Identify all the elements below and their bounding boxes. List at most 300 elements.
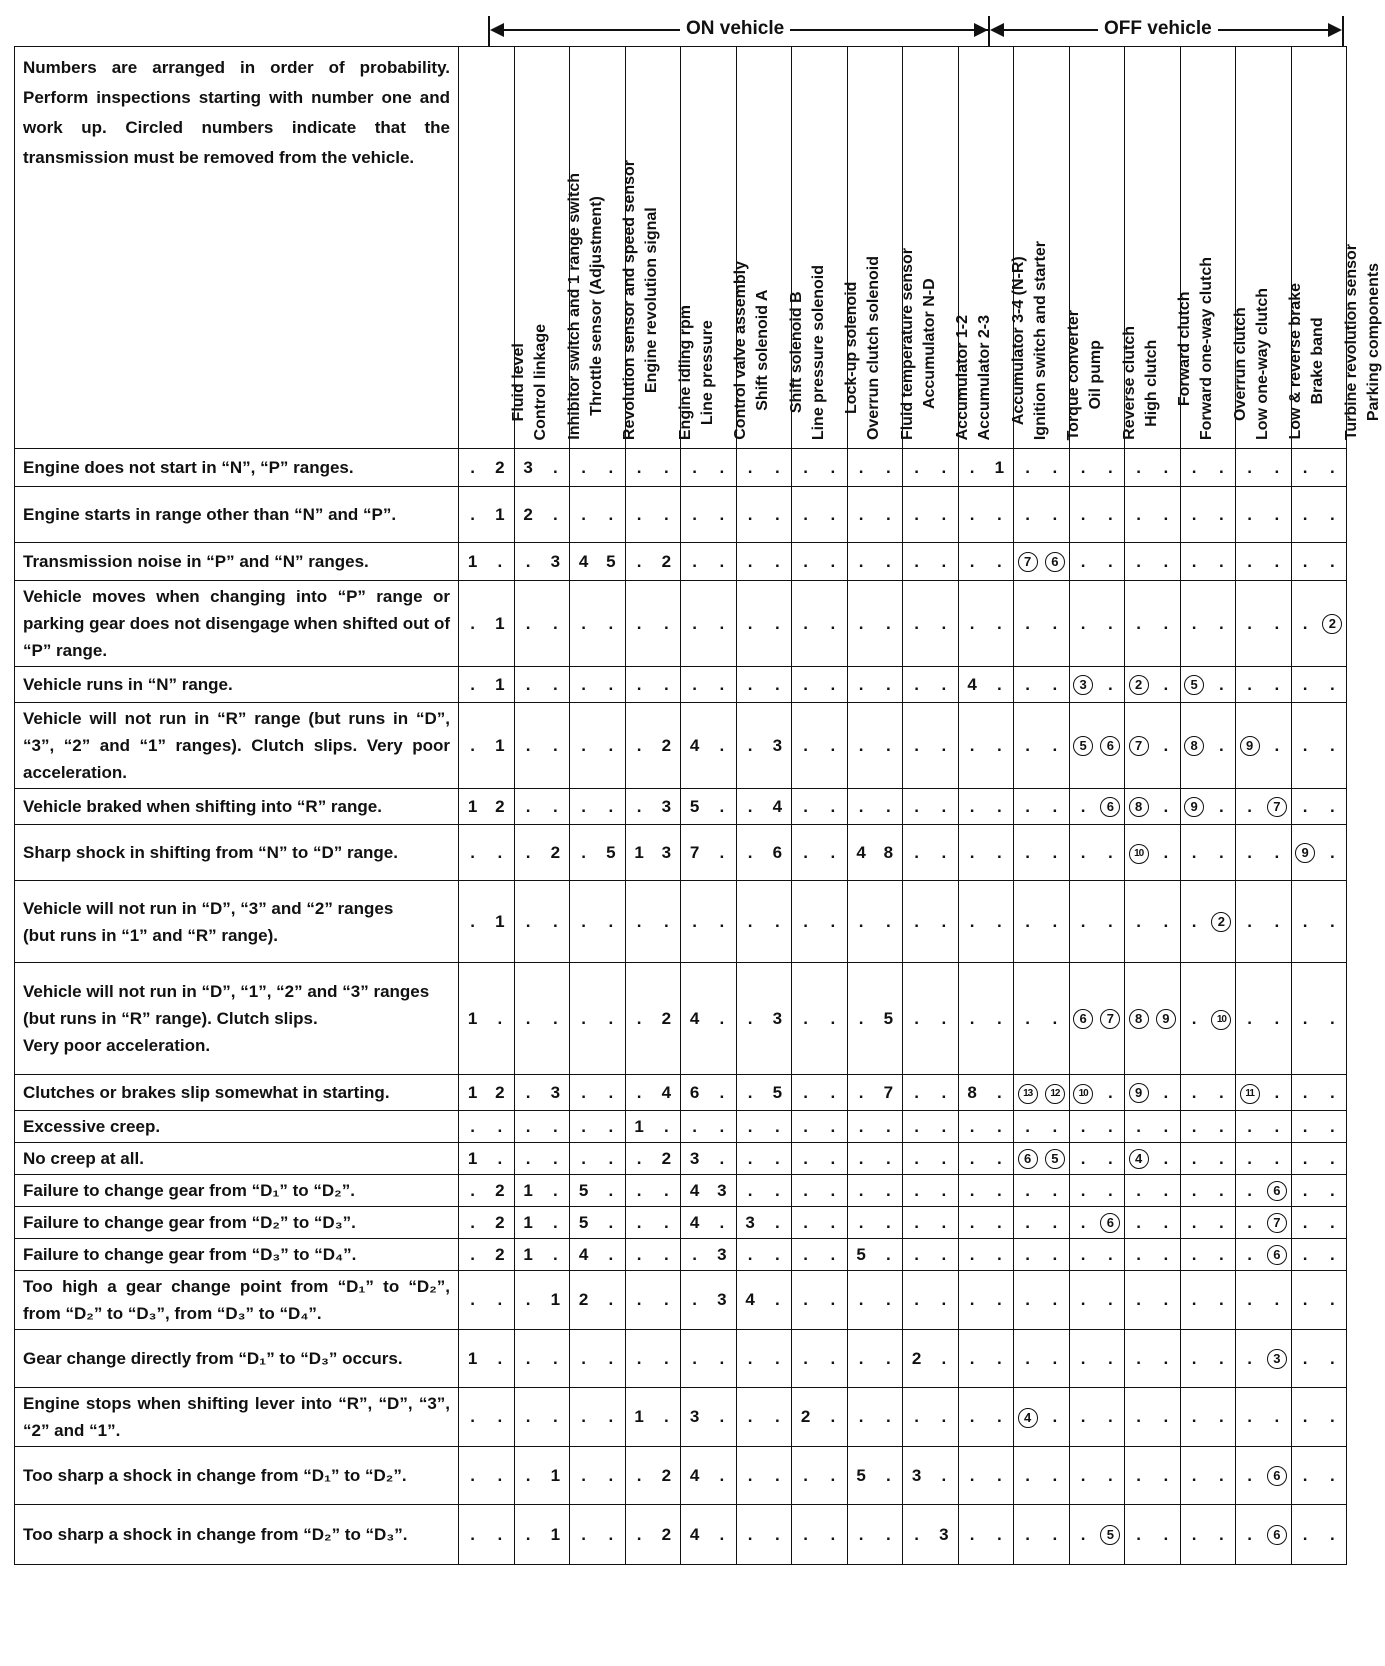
- dot-mark: .: [803, 1244, 808, 1264]
- probability-cell: [764, 543, 792, 581]
- circled-number: 7: [1129, 736, 1149, 756]
- dot-mark: .: [858, 1008, 864, 1028]
- probability-cell: [875, 449, 903, 487]
- probability-number: 1: [550, 1465, 561, 1485]
- probability-cell: [1041, 825, 1069, 881]
- dot-mark: .: [1080, 1407, 1086, 1426]
- symptom-label: Vehicle runs in “N” range.: [15, 667, 459, 703]
- dot-mark: .: [664, 504, 669, 524]
- dot-mark: .: [1163, 457, 1169, 477]
- dot-mark: .: [1108, 1116, 1113, 1136]
- probability-cell: [1208, 449, 1236, 487]
- dot-mark: .: [608, 457, 614, 477]
- table-row: [15, 1111, 1347, 1143]
- dot-mark: .: [525, 796, 531, 816]
- probability-cell: [459, 449, 487, 487]
- dot-mark: .: [775, 1407, 780, 1426]
- dot-mark: .: [997, 1008, 1002, 1028]
- probability-cell: [903, 1505, 931, 1565]
- circled-number: 5: [1184, 675, 1204, 695]
- probability-cell: [542, 1271, 570, 1330]
- probability-cell: [1069, 1075, 1097, 1111]
- probability-cell: [1069, 1271, 1097, 1330]
- probability-cell: [486, 789, 514, 825]
- probability-cell: [625, 1143, 653, 1175]
- probability-cell: [1097, 1239, 1125, 1271]
- dot-mark: .: [1191, 1407, 1197, 1426]
- circled-number: 9: [1240, 736, 1260, 756]
- probability-cell: [1263, 789, 1291, 825]
- dot-mark: .: [803, 735, 808, 755]
- dot-mark: .: [497, 1524, 503, 1544]
- probability-cell: [681, 1207, 709, 1239]
- probability-cell: [681, 1447, 709, 1505]
- probability-cell: [736, 1330, 764, 1388]
- dot-mark: .: [830, 1116, 836, 1136]
- probability-cell: [986, 1239, 1014, 1271]
- probability-cell: [1152, 449, 1180, 487]
- probability-number: 3: [717, 1290, 727, 1309]
- dot-mark: .: [1247, 504, 1252, 524]
- probability-cell: [958, 581, 986, 667]
- dot-mark: .: [470, 911, 475, 931]
- probability-cell: [1319, 1111, 1347, 1143]
- probability-cell: [819, 1239, 847, 1271]
- probability-number: 1: [467, 1348, 478, 1368]
- dot-mark: .: [581, 1524, 586, 1544]
- dot-mark: .: [969, 1348, 975, 1368]
- dot-mark: .: [608, 1290, 614, 1309]
- probability-cell: [681, 449, 709, 487]
- probability-cell: [597, 1388, 625, 1447]
- dot-mark: .: [1163, 1244, 1169, 1264]
- probability-cell: [1291, 1388, 1319, 1447]
- probability-cell: [681, 667, 709, 703]
- probability-number: 4: [772, 796, 783, 816]
- dot-mark: .: [941, 1212, 947, 1232]
- probability-cell: [486, 543, 514, 581]
- probability-cell: [625, 1239, 653, 1271]
- probability-cell: [903, 449, 931, 487]
- dot-mark: .: [775, 1180, 780, 1200]
- probability-number: 2: [661, 1524, 672, 1544]
- probability-number: 1: [467, 1082, 478, 1102]
- dot-mark: .: [1025, 1180, 1030, 1200]
- dot-mark: .: [941, 1148, 947, 1168]
- dot-mark: .: [497, 551, 503, 571]
- probability-cell: [736, 1239, 764, 1271]
- dot-mark: .: [553, 1407, 558, 1426]
- column-header-6: [736, 47, 827, 449]
- probability-cell: [1291, 581, 1319, 667]
- dot-mark: .: [1191, 1148, 1197, 1168]
- probability-cell: [625, 1447, 653, 1505]
- dot-mark: .: [941, 1082, 947, 1102]
- circled-number: 8: [1129, 797, 1149, 817]
- probability-cell: [570, 1239, 598, 1271]
- dot-mark: .: [719, 504, 725, 524]
- probability-cell: [1069, 1207, 1097, 1239]
- probability-cell: [1014, 963, 1042, 1075]
- probability-cell: [597, 789, 625, 825]
- probability-cell: [486, 1505, 514, 1565]
- probability-cell: [459, 1143, 487, 1175]
- dot-mark: .: [1025, 911, 1030, 931]
- column-label: High clutch: [1142, 339, 1160, 427]
- probability-cell: [1041, 1175, 1069, 1207]
- probability-cell: [1097, 881, 1125, 963]
- dot-mark: .: [941, 504, 947, 524]
- probability-cell: [459, 1239, 487, 1271]
- probability-cell: [681, 1111, 709, 1143]
- probability-cell: [847, 1271, 875, 1330]
- probability-cell: [486, 487, 514, 543]
- probability-cell: [958, 789, 986, 825]
- dot-mark: .: [581, 1148, 586, 1168]
- probability-cell: [875, 667, 903, 703]
- probability-cell: [986, 487, 1014, 543]
- probability-cell: [570, 1330, 598, 1388]
- probability-cell: [764, 449, 792, 487]
- probability-cell: [708, 667, 736, 703]
- probability-cell: [653, 581, 681, 667]
- probability-cell: [847, 1175, 875, 1207]
- dot-mark: .: [941, 1008, 947, 1028]
- dot-mark: .: [969, 842, 975, 862]
- dot-mark: .: [997, 674, 1002, 694]
- probability-cell: [736, 881, 764, 963]
- probability-cell: [958, 487, 986, 543]
- dot-mark: .: [1247, 1180, 1252, 1200]
- probability-number: 1: [550, 1290, 561, 1309]
- probability-cell: [1069, 1330, 1097, 1388]
- dot-mark: .: [886, 1465, 891, 1485]
- dot-mark: .: [941, 1407, 947, 1426]
- dot-mark: .: [636, 1180, 642, 1200]
- probability-cell: [1014, 1239, 1042, 1271]
- probability-cell: [1180, 1505, 1208, 1565]
- probability-cell: [958, 703, 986, 789]
- probability-cell: [875, 1388, 903, 1447]
- dot-mark: .: [497, 1465, 503, 1485]
- symptom-label: Engine does not start in “N”, “P” ranges.: [15, 449, 459, 487]
- probability-cell: [1014, 1330, 1042, 1388]
- probability-number: 2: [661, 1148, 672, 1168]
- dot-mark: .: [1274, 1407, 1280, 1426]
- probability-cell: [486, 1388, 514, 1447]
- probability-cell: [736, 667, 764, 703]
- probability-cell: [1208, 667, 1236, 703]
- symptom-label: Too sharp a shock in change from “D₁” to “D₂”.: [15, 1447, 459, 1505]
- probability-cell: [542, 1207, 570, 1239]
- probability-cell: [1208, 881, 1236, 963]
- probability-number: 1: [495, 735, 505, 755]
- probability-cell: [1041, 1330, 1069, 1388]
- table-row: [15, 963, 1347, 1075]
- probability-number: 3: [717, 1180, 727, 1200]
- probability-cell: [486, 1143, 514, 1175]
- dot-mark: .: [1163, 613, 1169, 633]
- dot-mark: .: [1136, 1348, 1141, 1368]
- symptom-label: Failure to change gear from “D₃” to “D₄”.: [15, 1239, 459, 1271]
- probability-cell: [542, 487, 570, 543]
- probability-cell: [1014, 1388, 1042, 1447]
- probability-cell: [1236, 1143, 1264, 1175]
- probability-cell: [459, 543, 487, 581]
- dot-mark: .: [803, 842, 808, 862]
- probability-cell: [486, 1075, 514, 1111]
- dot-mark: .: [664, 613, 669, 633]
- probability-cell: [1125, 1239, 1153, 1271]
- probability-cell: [930, 487, 958, 543]
- probability-cell: [625, 487, 653, 543]
- dot-mark: .: [1330, 504, 1335, 524]
- dot-mark: .: [830, 1465, 836, 1485]
- dot-mark: .: [470, 1244, 475, 1264]
- circled-number: 6: [1267, 1525, 1287, 1545]
- probability-cell: [986, 881, 1014, 963]
- probability-cell: [1014, 1075, 1042, 1111]
- probability-cell: [764, 1143, 792, 1175]
- probability-cell: [736, 1207, 764, 1239]
- dot-mark: .: [525, 911, 531, 931]
- dot-mark: .: [719, 735, 725, 755]
- probability-cell: [625, 1388, 653, 1447]
- probability-cell: [708, 1111, 736, 1143]
- probability-cell: [1014, 825, 1042, 881]
- circled-number: 12: [1045, 1084, 1065, 1104]
- circled-number: 5: [1073, 736, 1093, 756]
- probability-cell: [1319, 667, 1347, 703]
- symptom-label: Vehicle braked when shifting into “R” range.: [15, 789, 459, 825]
- probability-cell: [1041, 543, 1069, 581]
- probability-cell: [1041, 1271, 1069, 1330]
- dot-mark: .: [1302, 674, 1308, 694]
- probability-cell: [542, 825, 570, 881]
- probability-cell: [903, 1207, 931, 1239]
- dot-mark: .: [692, 613, 697, 633]
- probability-cell: [681, 1143, 709, 1175]
- probability-cell: [1208, 1447, 1236, 1505]
- probability-cell: [1069, 1143, 1097, 1175]
- circled-number: 6: [1073, 1009, 1093, 1029]
- dot-mark: .: [1191, 1465, 1197, 1485]
- probability-number: 1: [467, 1148, 478, 1168]
- table-row: [15, 1143, 1347, 1175]
- probability-cell: [1152, 1505, 1180, 1565]
- dot-mark: .: [1163, 551, 1169, 571]
- dot-mark: .: [553, 796, 558, 816]
- dot-mark: .: [886, 735, 891, 755]
- probability-cell: [1236, 487, 1264, 543]
- dot-mark: .: [1330, 1082, 1335, 1102]
- probability-cell: [1291, 1111, 1319, 1143]
- dot-mark: .: [1191, 1524, 1197, 1544]
- dot-mark: .: [581, 911, 586, 931]
- probability-cell: [570, 1207, 598, 1239]
- probability-cell: [1208, 789, 1236, 825]
- dot-mark: .: [803, 911, 808, 931]
- probability-cell: [542, 1388, 570, 1447]
- probability-cell: [736, 825, 764, 881]
- dot-mark: .: [941, 1465, 947, 1485]
- probability-number: 1: [467, 1008, 478, 1028]
- probability-cell: [459, 1388, 487, 1447]
- probability-cell: [597, 1207, 625, 1239]
- dot-mark: .: [1108, 1180, 1113, 1200]
- probability-cell: [792, 581, 820, 667]
- probability-cell: [1069, 487, 1097, 543]
- dot-mark: .: [497, 1148, 503, 1168]
- dot-mark: .: [830, 504, 836, 524]
- probability-cell: [875, 1111, 903, 1143]
- dot-mark: .: [719, 674, 725, 694]
- dot-mark: .: [692, 1290, 697, 1309]
- probability-cell: [1208, 487, 1236, 543]
- probability-cell: [1236, 543, 1264, 581]
- dot-mark: .: [1136, 1180, 1141, 1200]
- probability-cell: [542, 1239, 570, 1271]
- dot-mark: .: [636, 1008, 642, 1028]
- probability-cell: [1069, 881, 1097, 963]
- probability-cell: [1097, 543, 1125, 581]
- dot-mark: .: [1191, 613, 1197, 633]
- probability-cell: [1236, 581, 1264, 667]
- dot-mark: .: [470, 457, 475, 477]
- dot-mark: .: [1136, 1524, 1141, 1544]
- probability-cell: [1014, 543, 1042, 581]
- dot-mark: .: [830, 1180, 836, 1200]
- probability-number: 4: [689, 1524, 700, 1544]
- probability-cell: [930, 1143, 958, 1175]
- probability-cell: [1014, 667, 1042, 703]
- probability-cell: [1125, 1388, 1153, 1447]
- dot-mark: .: [1052, 735, 1058, 755]
- dot-mark: .: [1163, 1524, 1169, 1544]
- probability-cell: [736, 1388, 764, 1447]
- probability-cell: [681, 1075, 709, 1111]
- dot-mark: .: [1247, 842, 1252, 862]
- probability-cell: [875, 1505, 903, 1565]
- probability-cell: [1319, 1207, 1347, 1239]
- probability-cell: [930, 1505, 958, 1565]
- dot-mark: .: [1080, 1180, 1086, 1200]
- dot-mark: .: [941, 457, 947, 477]
- table-row: [15, 667, 1347, 703]
- probability-cell: [597, 963, 625, 1075]
- probability-number: 1: [634, 1116, 644, 1136]
- probability-cell: [764, 881, 792, 963]
- probability-cell: [736, 543, 764, 581]
- dot-mark: .: [1274, 1082, 1280, 1102]
- probability-cell: [1152, 667, 1180, 703]
- dot-mark: .: [747, 842, 753, 862]
- probability-cell: [1208, 1505, 1236, 1565]
- probability-cell: [1125, 1143, 1153, 1175]
- probability-cell: [1263, 1388, 1291, 1447]
- probability-cell: [1097, 1388, 1125, 1447]
- dot-mark: .: [636, 1465, 642, 1485]
- dot-mark: .: [941, 911, 947, 931]
- circled-number: 3: [1073, 675, 1093, 695]
- probability-cell: [875, 789, 903, 825]
- table-row: [15, 581, 1347, 667]
- circled-number: 11: [1240, 1084, 1260, 1104]
- probability-cell: [903, 789, 931, 825]
- dot-mark: .: [1136, 551, 1141, 571]
- dot-mark: .: [1052, 1290, 1058, 1309]
- probability-cell: [542, 1175, 570, 1207]
- dot-mark: .: [497, 1348, 503, 1368]
- dot-mark: .: [1080, 1148, 1086, 1168]
- probability-cell: [875, 1075, 903, 1111]
- probability-number: 5: [689, 796, 700, 816]
- probability-cell: [708, 703, 736, 789]
- dot-mark: .: [914, 796, 919, 816]
- off-vehicle-right-arrow: [1328, 23, 1342, 37]
- probability-cell: [1125, 1175, 1153, 1207]
- probability-cell: [542, 703, 570, 789]
- probability-cell: [1152, 1271, 1180, 1330]
- probability-cell: [875, 1330, 903, 1388]
- dot-mark: .: [608, 1524, 614, 1544]
- probability-number: 4: [578, 1244, 589, 1264]
- dot-mark: .: [830, 1008, 836, 1028]
- probability-cell: [1097, 1447, 1125, 1505]
- probability-cell: [570, 703, 598, 789]
- probability-cell: [1097, 1175, 1125, 1207]
- probability-cell: [986, 581, 1014, 667]
- dot-mark: .: [1108, 1244, 1113, 1264]
- dot-mark: .: [1163, 1212, 1169, 1232]
- probability-cell: [764, 487, 792, 543]
- probability-cell: [1097, 1207, 1125, 1239]
- probability-cell: [1236, 789, 1264, 825]
- probability-cell: [653, 963, 681, 1075]
- probability-cell: [958, 963, 986, 1075]
- probability-cell: [736, 1505, 764, 1565]
- dot-mark: .: [692, 674, 697, 694]
- probability-number: 4: [661, 1082, 672, 1102]
- dot-mark: .: [858, 1348, 864, 1368]
- dot-mark: .: [1219, 796, 1224, 816]
- dot-mark: .: [803, 796, 808, 816]
- dot-mark: .: [1136, 1465, 1141, 1485]
- dot-mark: .: [553, 457, 558, 477]
- probability-number: 3: [772, 1008, 783, 1028]
- probability-cell: [653, 1271, 681, 1330]
- column-label: Forward clutch: [1176, 291, 1194, 406]
- dot-mark: .: [886, 1212, 891, 1232]
- probability-cell: [1236, 667, 1264, 703]
- symptom-label: Failure to change gear from “D₂” to “D₃”.: [15, 1207, 459, 1239]
- dot-mark: .: [1330, 1348, 1335, 1368]
- probability-cell: [1097, 789, 1125, 825]
- probability-cell: [1014, 703, 1042, 789]
- probability-cell: [1180, 667, 1208, 703]
- probability-cell: [875, 703, 903, 789]
- probability-cell: [625, 1175, 653, 1207]
- probability-cell: [459, 963, 487, 1075]
- probability-cell: [708, 1075, 736, 1111]
- probability-cell: [1208, 1143, 1236, 1175]
- probability-cell: [514, 1207, 542, 1239]
- probability-cell: [847, 825, 875, 881]
- dot-mark: .: [525, 1465, 531, 1485]
- dot-mark: .: [1163, 842, 1169, 862]
- probability-cell: [1236, 1388, 1264, 1447]
- probability-number: 2: [495, 1082, 505, 1102]
